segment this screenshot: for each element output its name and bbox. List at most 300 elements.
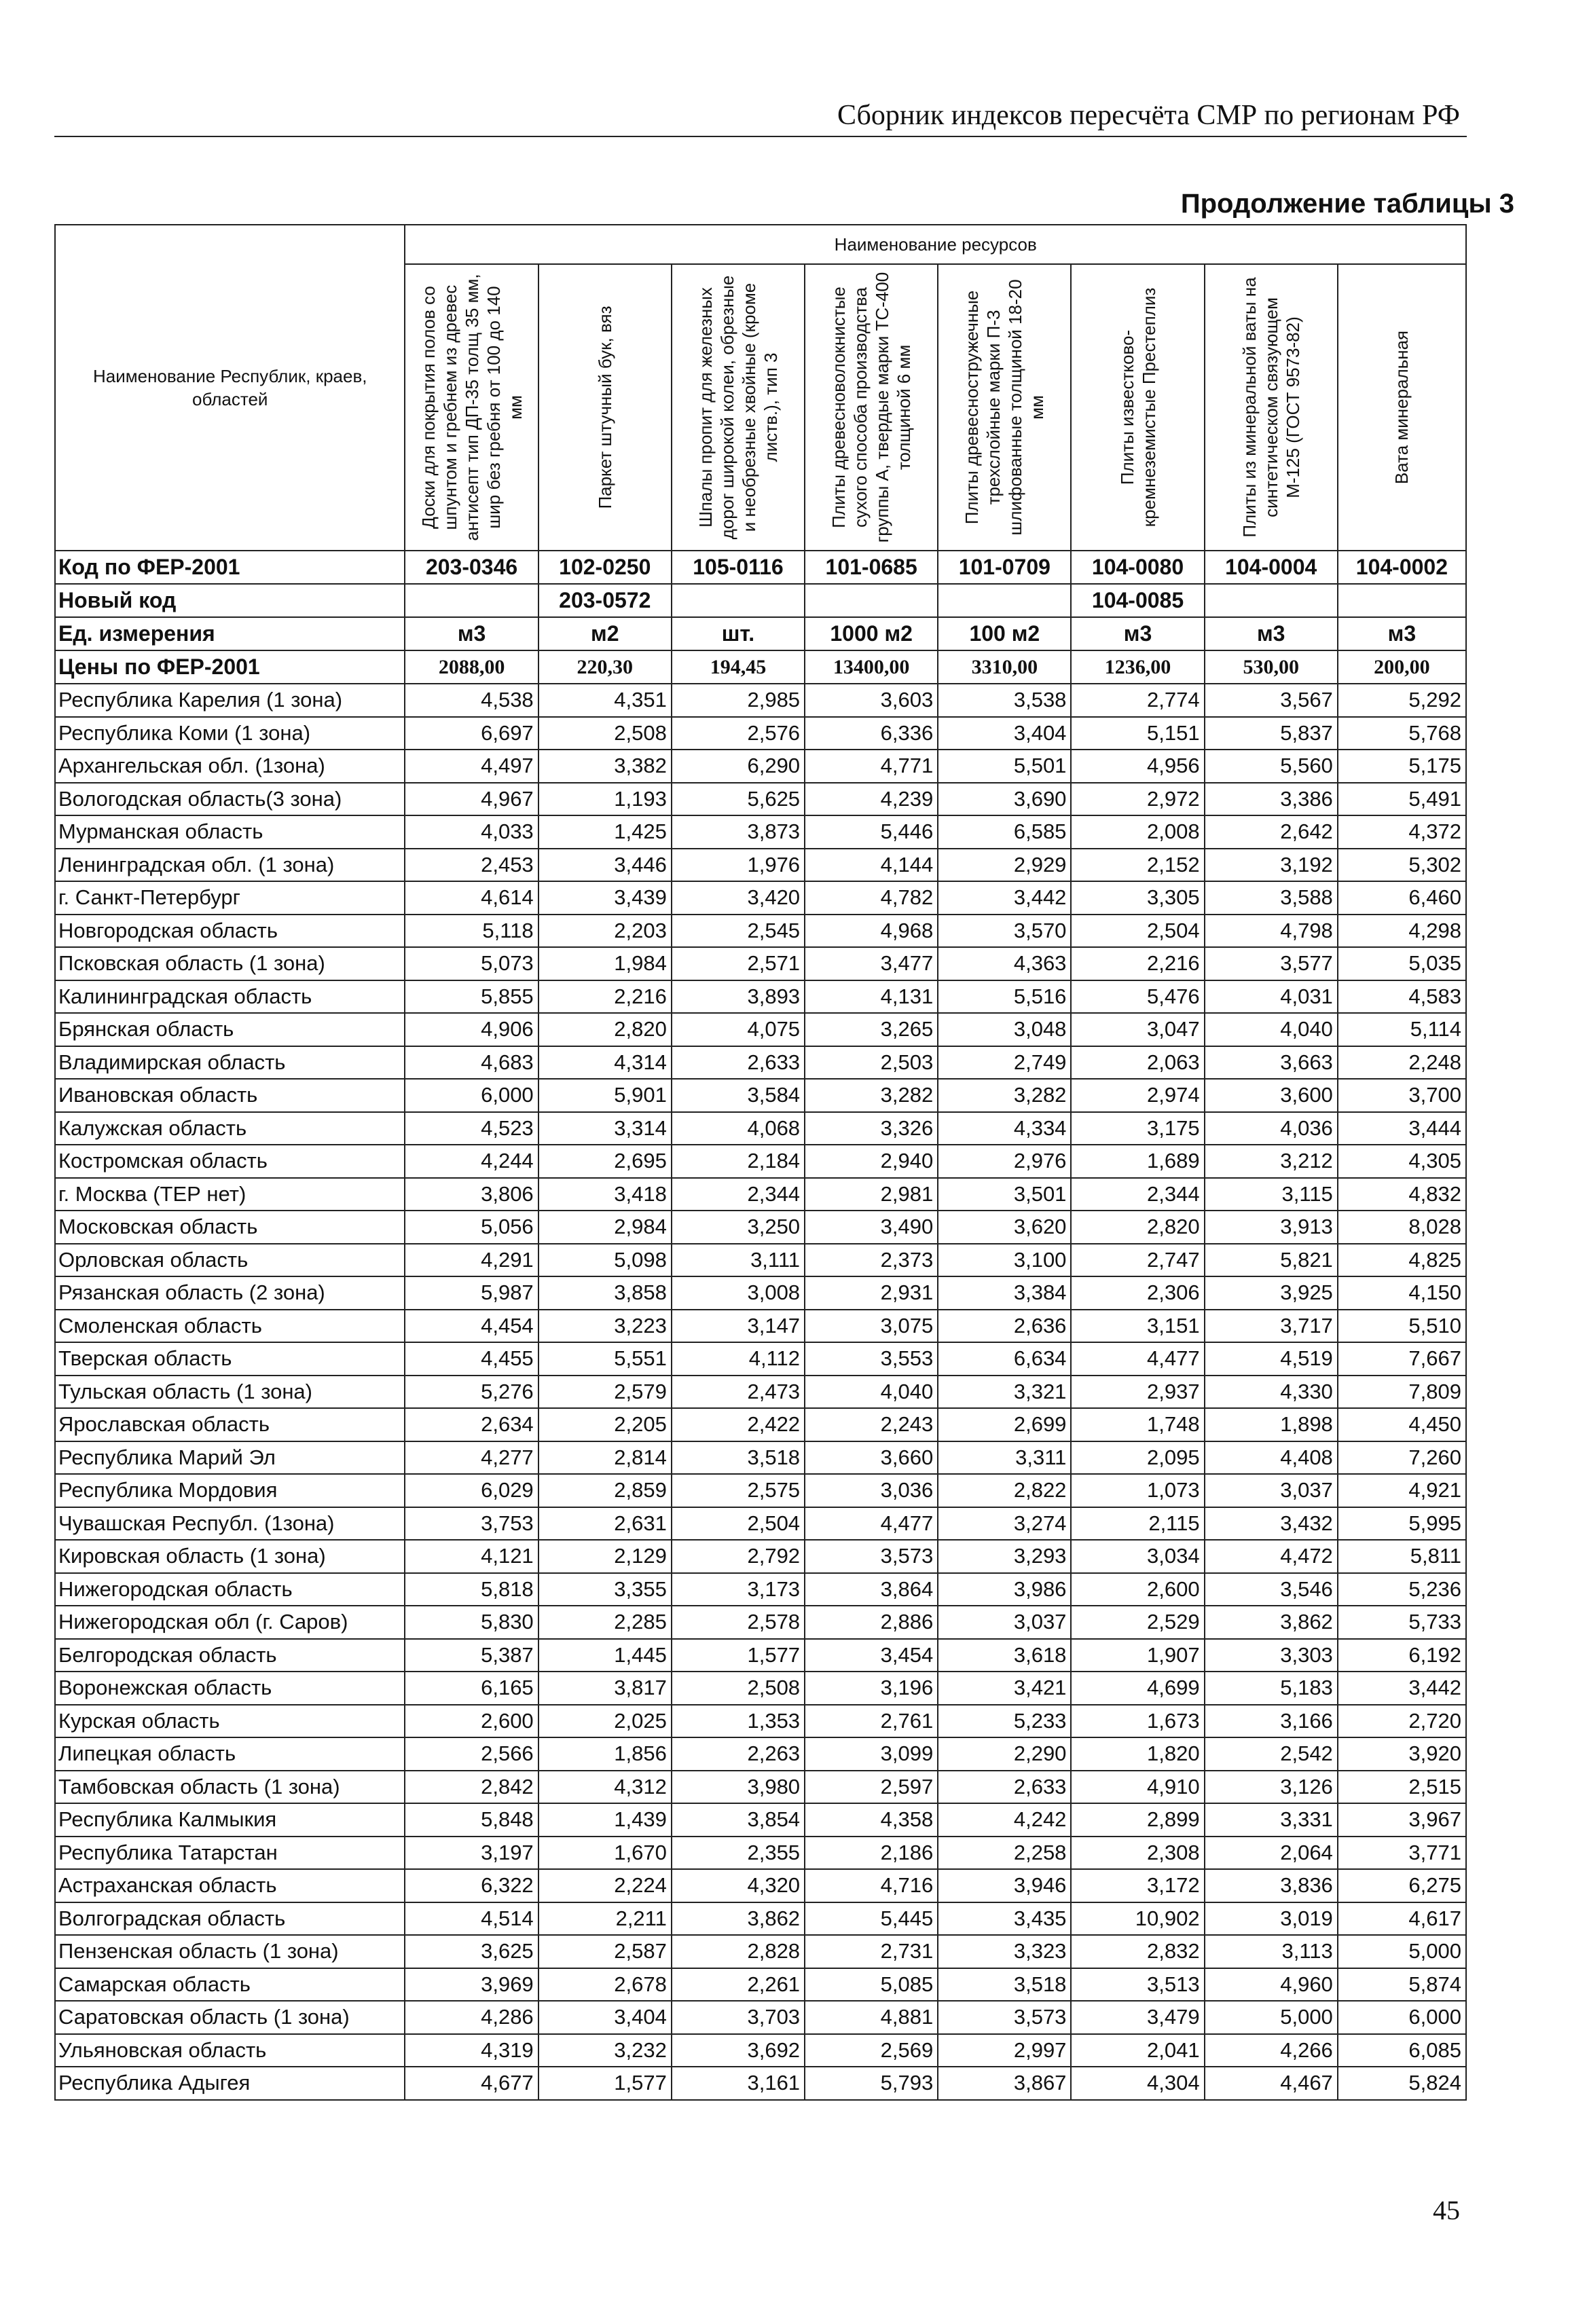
index-value-cell: 3,858: [538, 1276, 672, 1310]
index-value-cell: 3,603: [805, 684, 938, 717]
table-row: [55, 750, 1466, 783]
index-value-cell: 2,886: [805, 1606, 938, 1639]
region-name-cell: Курская область: [55, 1705, 405, 1738]
index-value-cell: 4,677: [405, 2067, 538, 2100]
index-value-cell: 5,995: [1338, 1507, 1466, 1541]
index-value-cell: 3,420: [672, 881, 805, 915]
index-value-cell: 4,967: [405, 783, 538, 816]
index-value-cell: 4,910: [1071, 1771, 1204, 1804]
resource-column-label: Плиты из минеральной ваты на синтетическом связующем М-125 (ГОСТ 9573-82): [1239, 277, 1303, 538]
index-value-cell: 2,115: [1071, 1507, 1204, 1541]
index-value-cell: 2,529: [1071, 1606, 1204, 1639]
index-value-cell: 4,291: [405, 1244, 538, 1277]
resource-column-header: [405, 264, 538, 551]
index-value-cell: 2,636: [938, 1310, 1071, 1343]
table-row: [55, 1705, 1466, 1738]
index-value-cell: 3,913: [1205, 1211, 1338, 1244]
index-value-cell: 2,828: [672, 1935, 805, 1968]
index-value-cell: 2,597: [805, 1771, 938, 1804]
index-value-cell: 3,196: [805, 1672, 938, 1705]
index-value-cell: 4,320: [672, 1869, 805, 1902]
page-number: 45: [1433, 2195, 1460, 2226]
index-value-cell: 3,618: [938, 1639, 1071, 1672]
region-column-header: Наименование Республик, краев, областей: [55, 225, 405, 551]
index-value-cell: 2,761: [805, 1705, 938, 1738]
region-name-cell: Мурманская область: [55, 815, 405, 849]
index-value-cell: 1,898: [1205, 1408, 1338, 1441]
index-value-cell: 5,510: [1338, 1310, 1466, 1343]
index-value-cell: 3,862: [1205, 1606, 1338, 1639]
region-name-cell: Орловская область: [55, 1244, 405, 1277]
index-value-cell: 4,968: [805, 915, 938, 948]
resource-column-header: [1338, 264, 1466, 551]
price-cell: 13400,00: [805, 650, 938, 684]
resource-column-label: Паркет штучный бук, вяз: [594, 306, 615, 509]
region-name-cell: Волгоградская область: [55, 1902, 405, 1936]
region-name-cell: Чувашская Республ. (1зона): [55, 1507, 405, 1541]
index-value-cell: 2,820: [1071, 1211, 1204, 1244]
region-name-cell: Республика Коми (1 зона): [55, 717, 405, 750]
index-value-cell: 3,567: [1205, 684, 1338, 717]
index-value-cell: 4,112: [672, 1342, 805, 1376]
page-header: [54, 95, 1467, 137]
index-value-cell: 4,305: [1338, 1145, 1466, 1178]
fer-code-cell: 203-0346: [405, 551, 538, 584]
table-row: [55, 1276, 1466, 1310]
index-value-cell: 5,098: [538, 1244, 672, 1277]
index-value-cell: 5,233: [938, 1705, 1071, 1738]
resource-index-table: [54, 224, 1467, 2101]
index-value-cell: 3,173: [672, 1573, 805, 1606]
region-name-cell: Пензенская область (1 зона): [55, 1935, 405, 1968]
new-code-cell: [672, 584, 805, 617]
index-value-cell: 3,115: [1205, 1178, 1338, 1211]
index-value-cell: 3,700: [1338, 1079, 1466, 1112]
index-value-cell: 3,717: [1205, 1310, 1338, 1343]
region-name-cell: Астраханская область: [55, 1869, 405, 1902]
index-value-cell: 5,236: [1338, 1573, 1466, 1606]
index-value-cell: 2,211: [538, 1902, 672, 1936]
price-cell: 194,45: [672, 650, 805, 684]
index-value-cell: 2,940: [805, 1145, 938, 1178]
index-value-cell: 3,513: [1071, 1968, 1204, 2002]
index-value-cell: 3,588: [1205, 881, 1338, 915]
index-value-cell: 3,075: [805, 1310, 938, 1343]
index-value-cell: 3,573: [805, 1540, 938, 1573]
region-name-cell: Калужская область: [55, 1112, 405, 1145]
table-row: [55, 1441, 1466, 1475]
index-value-cell: 5,824: [1338, 2067, 1466, 2100]
index-value-cell: 5,830: [405, 1606, 538, 1639]
region-name-cell: Тверская область: [55, 1342, 405, 1376]
region-name-cell: Республика Калмыкия: [55, 1803, 405, 1837]
index-value-cell: 1,670: [538, 1837, 672, 1870]
region-name-cell: Липецкая область: [55, 1737, 405, 1771]
index-value-cell: 4,825: [1338, 1244, 1466, 1277]
index-value-cell: 3,293: [938, 1540, 1071, 1573]
index-value-cell: 3,008: [672, 1276, 805, 1310]
index-value-cell: 3,854: [672, 1803, 805, 1837]
index-value-cell: 2,285: [538, 1606, 672, 1639]
region-name-cell: Архангельская обл. (1зона): [55, 750, 405, 783]
resource-column-header: [938, 264, 1071, 551]
index-value-cell: 3,166: [1205, 1705, 1338, 1738]
fer-code-cell: 105-0116: [672, 551, 805, 584]
index-value-cell: 4,286: [405, 2001, 538, 2034]
index-value-cell: 4,334: [938, 1112, 1071, 1145]
index-value-cell: 4,906: [405, 1013, 538, 1046]
table-row: [55, 1342, 1466, 1376]
index-value-cell: 5,768: [1338, 717, 1466, 750]
index-value-cell: 4,514: [405, 1902, 538, 1936]
region-name-cell: Владимирская область: [55, 1046, 405, 1080]
index-value-cell: 3,355: [538, 1573, 672, 1606]
index-value-cell: 2,152: [1071, 849, 1204, 882]
index-value-cell: 1,984: [538, 947, 672, 980]
table-row: [55, 849, 1466, 882]
index-value-cell: 2,587: [538, 1935, 672, 1968]
index-value-cell: 4,960: [1205, 1968, 1338, 2002]
index-value-cell: 5,387: [405, 1639, 538, 1672]
index-value-cell: 5,000: [1205, 2001, 1338, 2034]
index-value-cell: 4,956: [1071, 750, 1204, 783]
code-row: [55, 551, 1466, 584]
resource-column-label: Шпалы пропит для железных дорог широкой колеи, обрезные и необрезные хвойные (кроме листв.), тип 3: [695, 275, 781, 540]
index-value-cell: 3,969: [405, 1968, 538, 2002]
index-value-cell: 4,277: [405, 1441, 538, 1475]
index-value-cell: 2,699: [938, 1408, 1071, 1441]
index-value-cell: 4,782: [805, 881, 938, 915]
region-name-cell: Брянская область: [55, 1013, 405, 1046]
index-value-cell: 5,901: [538, 1079, 672, 1112]
resource-column-header: [672, 264, 805, 551]
index-value-cell: 6,275: [1338, 1869, 1466, 1902]
index-value-cell: 2,633: [672, 1046, 805, 1080]
index-value-cell: 6,192: [1338, 1639, 1466, 1672]
index-value-cell: 2,344: [672, 1178, 805, 1211]
new-code-label: Новый код: [55, 584, 405, 617]
index-value-cell: 3,867: [938, 2067, 1071, 2100]
new-code-cell: 203-0572: [538, 584, 672, 617]
index-value-cell: 4,497: [405, 750, 538, 783]
index-value-cell: 2,981: [805, 1178, 938, 1211]
index-value-cell: 3,151: [1071, 1310, 1204, 1343]
table-row: [55, 1837, 1466, 1870]
index-value-cell: 3,806: [405, 1178, 538, 1211]
index-value-cell: 3,034: [1071, 1540, 1204, 1573]
index-value-cell: 3,444: [1338, 1112, 1466, 1145]
region-name-cell: Ярославская область: [55, 1408, 405, 1441]
index-value-cell: 2,972: [1071, 783, 1204, 816]
index-value-cell: 4,467: [1205, 2067, 1338, 2100]
index-value-cell: 5,837: [1205, 717, 1338, 750]
index-value-cell: 5,625: [672, 783, 805, 816]
unit-cell: м3: [405, 617, 538, 650]
index-value-cell: 2,216: [1071, 947, 1204, 980]
index-value-cell: 2,186: [805, 1837, 938, 1870]
index-value-cell: 4,033: [405, 815, 538, 849]
resource-column-label: Плиты известково-кремнеземистые Престеплиз: [1116, 287, 1159, 528]
resource-column-header: [538, 264, 672, 551]
index-value-cell: 2,064: [1205, 1837, 1338, 1870]
index-value-cell: 2,504: [1071, 915, 1204, 948]
collection-title: Сборник индексов пересчёта СМР по регионам РФ: [837, 100, 1460, 131]
index-value-cell: 6,085: [1338, 2034, 1466, 2067]
index-value-cell: 3,113: [1205, 1935, 1338, 1968]
index-value-cell: 5,151: [1071, 717, 1204, 750]
index-value-cell: 3,147: [672, 1310, 805, 1343]
index-value-cell: 2,095: [1071, 1441, 1204, 1475]
index-value-cell: 4,266: [1205, 2034, 1338, 2067]
index-value-cell: 3,274: [938, 1507, 1071, 1541]
index-value-cell: 3,197: [405, 1837, 538, 1870]
index-value-cell: 2,575: [672, 1474, 805, 1507]
table-row: [55, 1869, 1466, 1902]
region-name-cell: Псковская область (1 зона): [55, 947, 405, 980]
index-value-cell: 3,864: [805, 1573, 938, 1606]
new-code-cell: [1205, 584, 1338, 617]
index-value-cell: 2,899: [1071, 1803, 1204, 1837]
table-row: [55, 1013, 1466, 1046]
index-value-cell: 2,306: [1071, 1276, 1204, 1310]
index-value-cell: 3,753: [405, 1507, 538, 1541]
index-value-cell: 1,748: [1071, 1408, 1204, 1441]
table-row: [55, 915, 1466, 948]
table-row: [55, 1211, 1466, 1244]
index-value-cell: 4,523: [405, 1112, 538, 1145]
index-value-cell: 5,476: [1071, 980, 1204, 1014]
index-value-cell: 1,577: [672, 1639, 805, 1672]
index-value-cell: 4,144: [805, 849, 938, 882]
index-value-cell: 1,073: [1071, 1474, 1204, 1507]
index-value-cell: 4,358: [805, 1803, 938, 1837]
table-row: [55, 1145, 1466, 1178]
index-value-cell: 3,303: [1205, 1639, 1338, 1672]
unit-row: [55, 617, 1466, 650]
index-value-cell: 1,673: [1071, 1705, 1204, 1738]
index-value-cell: 5,302: [1338, 849, 1466, 882]
resource-column-header: [1071, 264, 1204, 551]
region-name-cell: Воронежская область: [55, 1672, 405, 1705]
index-value-cell: 3,620: [938, 1211, 1071, 1244]
region-name-cell: Тамбовская область (1 зона): [55, 1771, 405, 1804]
index-value-cell: 3,161: [672, 2067, 805, 2100]
unit-cell: 1000 м2: [805, 617, 938, 650]
region-name-cell: Ульяновская область: [55, 2034, 405, 2067]
unit-cell: м3: [1338, 617, 1466, 650]
region-name-cell: Самарская область: [55, 1968, 405, 2002]
table-row: [55, 1672, 1466, 1705]
table-row: [55, 1573, 1466, 1606]
index-value-cell: 2,774: [1071, 684, 1204, 717]
index-value-cell: 7,809: [1338, 1376, 1466, 1409]
index-value-cell: 5,516: [938, 980, 1071, 1014]
region-name-cell: Республика Марий Эл: [55, 1441, 405, 1475]
index-value-cell: 4,298: [1338, 915, 1466, 948]
index-value-cell: 3,418: [538, 1178, 672, 1211]
index-value-cell: 2,203: [538, 915, 672, 948]
price-cell: 530,00: [1205, 650, 1338, 684]
index-value-cell: 2,814: [538, 1441, 672, 1475]
table-row: [55, 684, 1466, 717]
index-value-cell: 3,490: [805, 1211, 938, 1244]
index-value-cell: 2,576: [672, 717, 805, 750]
index-value-cell: 2,747: [1071, 1244, 1204, 1277]
index-value-cell: 2,859: [538, 1474, 672, 1507]
index-value-cell: 6,290: [672, 750, 805, 783]
fer-code-cell: 101-0685: [805, 551, 938, 584]
index-value-cell: 3,442: [938, 881, 1071, 915]
index-value-cell: 3,126: [1205, 1771, 1338, 1804]
index-value-cell: 5,085: [805, 1968, 938, 2002]
index-value-cell: 4,121: [405, 1540, 538, 1573]
index-value-cell: 2,216: [538, 980, 672, 1014]
index-value-cell: 5,073: [405, 947, 538, 980]
new-code-row: [55, 584, 1466, 617]
index-value-cell: 3,600: [1205, 1079, 1338, 1112]
table-row: [55, 1902, 1466, 1936]
index-value-cell: 2,308: [1071, 1837, 1204, 1870]
price-cell: 200,00: [1338, 650, 1466, 684]
index-value-cell: 3,212: [1205, 1145, 1338, 1178]
index-value-cell: 3,321: [938, 1376, 1071, 1409]
index-value-cell: 3,570: [938, 915, 1071, 948]
index-value-cell: 1,439: [538, 1803, 672, 1837]
index-value-cell: 6,322: [405, 1869, 538, 1902]
region-name-cell: Нижегородская область: [55, 1573, 405, 1606]
index-value-cell: 5,733: [1338, 1606, 1466, 1639]
index-value-cell: 5,114: [1338, 1013, 1466, 1046]
index-value-cell: 4,538: [405, 684, 538, 717]
fer-code-cell: 104-0004: [1205, 551, 1338, 584]
index-value-cell: 6,165: [405, 1672, 538, 1705]
table-row: [55, 980, 1466, 1014]
table-row: [55, 1803, 1466, 1837]
region-name-cell: Костромская область: [55, 1145, 405, 1178]
region-name-cell: Республика Адыгея: [55, 2067, 405, 2100]
index-value-cell: 4,031: [1205, 980, 1338, 1014]
index-value-cell: 2,937: [1071, 1376, 1204, 1409]
index-value-cell: 6,634: [938, 1342, 1071, 1376]
index-value-cell: 5,501: [938, 750, 1071, 783]
index-value-cell: 3,553: [805, 1342, 938, 1376]
index-value-cell: 4,040: [1205, 1013, 1338, 1046]
index-value-cell: 5,551: [538, 1342, 672, 1376]
table-row: [55, 1737, 1466, 1771]
index-value-cell: 5,445: [805, 1902, 938, 1936]
index-value-cell: 4,881: [805, 2001, 938, 2034]
index-value-cell: 2,749: [938, 1046, 1071, 1080]
index-value-cell: 4,472: [1205, 1540, 1338, 1573]
index-value-cell: 3,099: [805, 1737, 938, 1771]
index-value-cell: 3,692: [672, 2034, 805, 2067]
index-value-cell: 2,822: [938, 1474, 1071, 1507]
index-value-cell: 2,631: [538, 1507, 672, 1541]
index-value-cell: 3,404: [938, 717, 1071, 750]
index-value-cell: 1,193: [538, 783, 672, 816]
region-name-cell: Московская область: [55, 1211, 405, 1244]
index-value-cell: 5,175: [1338, 750, 1466, 783]
index-value-cell: 3,323: [938, 1935, 1071, 1968]
index-value-cell: 3,386: [1205, 783, 1338, 816]
index-value-cell: 5,818: [405, 1573, 538, 1606]
index-value-cell: 5,118: [405, 915, 538, 948]
index-value-cell: 4,242: [938, 1803, 1071, 1837]
index-value-cell: 2,642: [1205, 815, 1338, 849]
index-value-cell: 6,336: [805, 717, 938, 750]
index-value-cell: 3,577: [1205, 947, 1338, 980]
index-value-cell: 8,028: [1338, 1211, 1466, 1244]
index-value-cell: 3,501: [938, 1178, 1071, 1211]
index-value-cell: 3,172: [1071, 1869, 1204, 1902]
index-value-cell: 4,583: [1338, 980, 1466, 1014]
index-value-cell: 4,771: [805, 750, 938, 783]
index-value-cell: 2,129: [538, 1540, 672, 1573]
index-value-cell: 5,874: [1338, 1968, 1466, 2002]
index-value-cell: 3,446: [538, 849, 672, 882]
fer-code-cell: 104-0002: [1338, 551, 1466, 584]
index-value-cell: 2,842: [405, 1771, 538, 1804]
region-name-cell: Республика Мордовия: [55, 1474, 405, 1507]
index-value-cell: 2,503: [805, 1046, 938, 1080]
index-value-cell: 2,041: [1071, 2034, 1204, 2067]
index-value-cell: 1,820: [1071, 1737, 1204, 1771]
index-value-cell: 2,290: [938, 1737, 1071, 1771]
table-row: [55, 1112, 1466, 1145]
region-name-cell: Новгородская область: [55, 915, 405, 948]
index-value-cell: 4,716: [805, 1869, 938, 1902]
index-value-cell: 3,518: [672, 1441, 805, 1475]
index-value-cell: 3,048: [938, 1013, 1071, 1046]
index-value-cell: 5,491: [1338, 783, 1466, 816]
index-value-cell: 2,008: [1071, 815, 1204, 849]
index-value-cell: 3,111: [672, 1244, 805, 1277]
index-value-cell: 5,292: [1338, 684, 1466, 717]
index-value-cell: 2,695: [538, 1145, 672, 1178]
index-value-cell: 2,261: [672, 1968, 805, 2002]
region-name-cell: Калининградская область: [55, 980, 405, 1014]
index-value-cell: 3,305: [1071, 881, 1204, 915]
index-value-cell: 3,873: [672, 815, 805, 849]
index-value-cell: 1,976: [672, 849, 805, 882]
index-value-cell: 4,699: [1071, 1672, 1204, 1705]
index-value-cell: 4,614: [405, 881, 538, 915]
table-row: [55, 2034, 1466, 2067]
index-value-cell: 3,421: [938, 1672, 1071, 1705]
index-value-cell: 3,100: [938, 1244, 1071, 1277]
index-value-cell: 2,600: [405, 1705, 538, 1738]
index-value-cell: 2,929: [938, 849, 1071, 882]
region-name-cell: Белгородская область: [55, 1639, 405, 1672]
index-value-cell: 3,660: [805, 1441, 938, 1475]
index-value-cell: 4,408: [1205, 1441, 1338, 1475]
index-value-cell: 2,063: [1071, 1046, 1204, 1080]
index-value-cell: 1,856: [538, 1737, 672, 1771]
index-value-cell: 4,036: [1205, 1112, 1338, 1145]
index-value-cell: 5,035: [1338, 947, 1466, 980]
index-value-cell: 3,432: [1205, 1507, 1338, 1541]
code-label: Код по ФЕР-2001: [55, 551, 405, 584]
index-value-cell: 4,617: [1338, 1902, 1466, 1936]
table-continuation-title: Продолжение таблицы 3: [1180, 189, 1514, 219]
index-value-cell: 4,454: [405, 1310, 538, 1343]
index-value-cell: 3,382: [538, 750, 672, 783]
super-header-row: [55, 225, 1466, 264]
region-name-cell: Вологодская область(3 зона): [55, 783, 405, 816]
region-name-cell: Нижегородская обл (г. Саров): [55, 1606, 405, 1639]
index-value-cell: 4,921: [1338, 1474, 1466, 1507]
new-code-cell: [405, 584, 538, 617]
